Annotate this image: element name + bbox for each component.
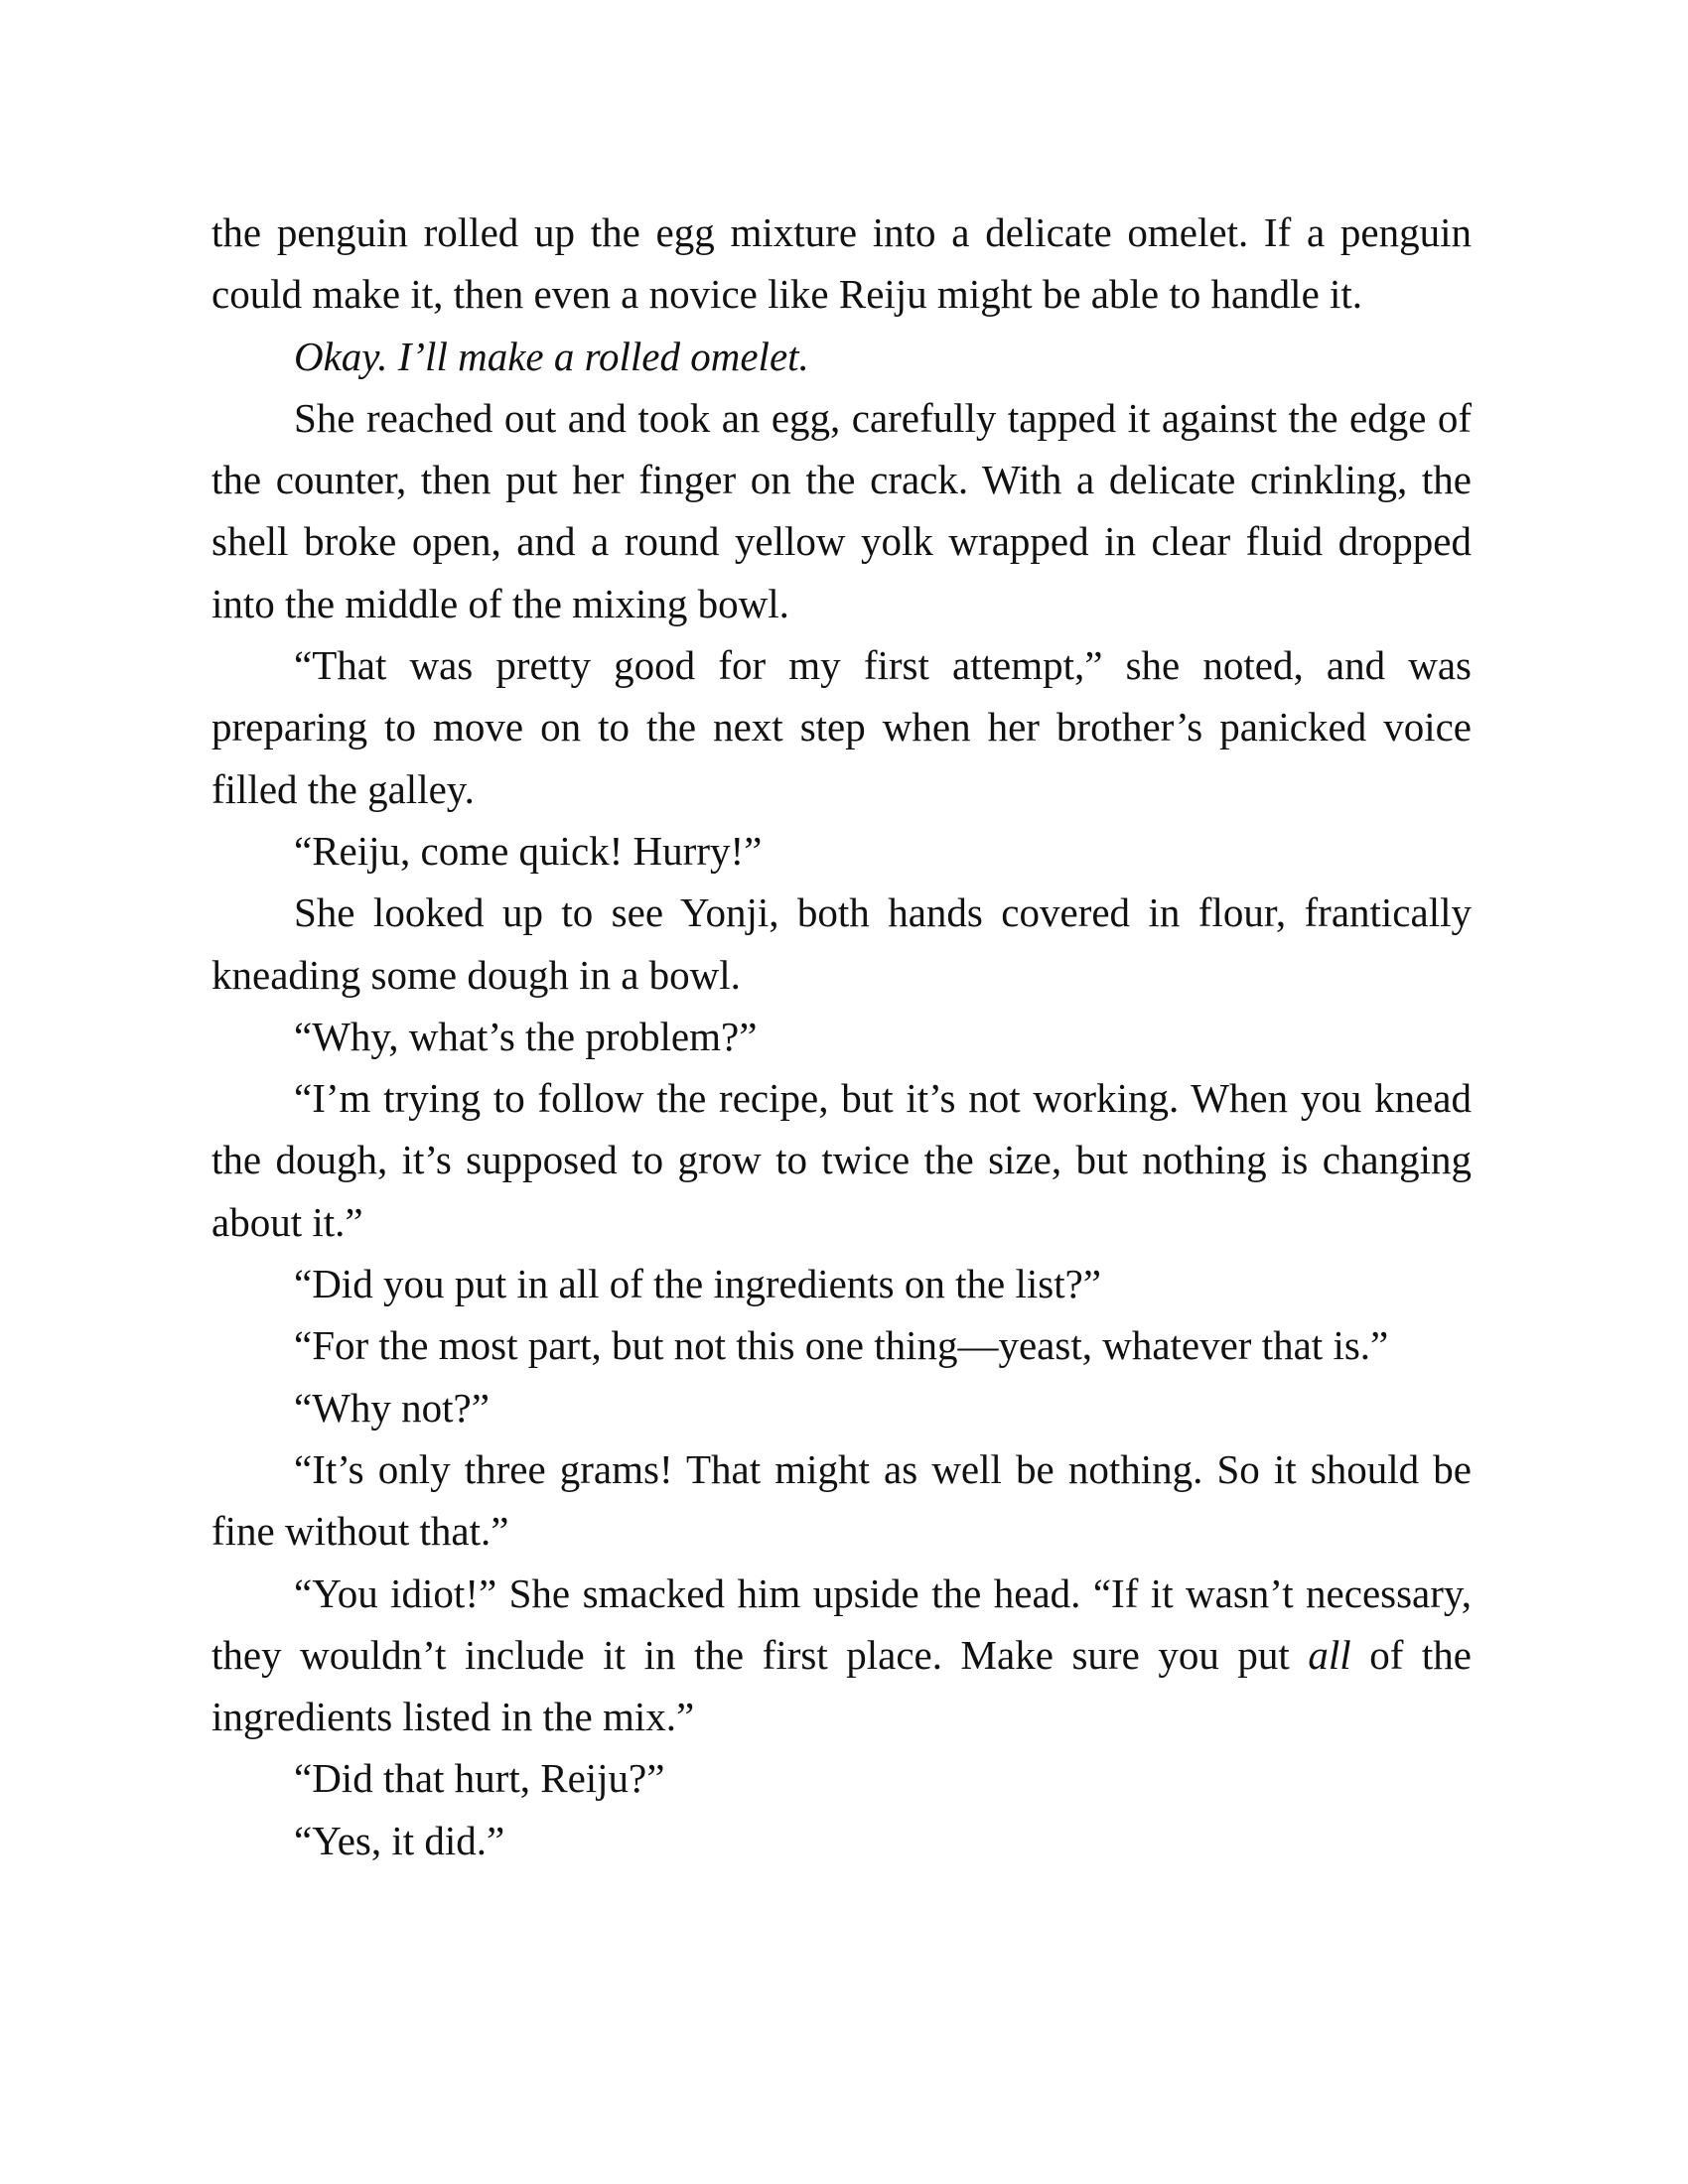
paragraph-inner-thought [211,326,1472,387]
dialogue-line: “For the most part, but not this one thing—yeast, whatever that is.” [294,1322,1389,1369]
dialogue-line: “Why, what’s the problem?” [294,1013,758,1059]
paragraph: She reached out and took an egg, carefully tapped it against the edge of the counter, then put her finger on the crack. With a delicate crinkling, the shell broke open, and a round yellow yolk wrapped in clear fluid dropped into the middle of the mixing bowl. [211,394,1472,626]
dialogue-line: “Yes, it did.” [294,1817,505,1863]
dialogue-line: “Did you put in all of the ingredients on the list?” [294,1261,1101,1307]
body-text [211,202,1472,1871]
italic-thought: Okay. I’ll make a rolled omelet. [294,333,809,379]
paragraph-continuation: the penguin rolled up the egg mixture into a delicate omelet. If a penguin could make it, then even a novice like Reiju might be able to handle it. [211,209,1472,318]
dialogue-line: “Did that hurt, Reiju?” [294,1755,665,1802]
dialogue-line [211,1563,1472,1748]
emphasis-word: all [1308,1631,1351,1678]
dialogue-line: “Reiju, come quick! Hurry!” [294,827,763,874]
dialogue-line: “Why not?” [294,1384,490,1431]
dialogue-line: “It’s only three grams! That might as well be nothing. So it should be fine without that.” [211,1445,1472,1555]
dialogue-line: “I’m trying to follow the recipe, but it’s not working. When you knead the dough, it’s supposed to grow to twice the size, but nothing is changing about it.” [211,1075,1472,1245]
text-run: “You idiot!” She smacked him upside the head. “If it wasn’t necessary, they wouldn’t include it in the first place. Make sure you put [211,1570,1472,1678]
paragraph: “That was pretty good for my first attempt,” she noted, and was preparing to move on to the next step when her brother’s panicked voice filled the galley. [211,642,1472,812]
text-run: of the ingredients listed in the mix.” [211,1631,1472,1740]
paragraph: She looked up to see Yonji, both hands covered in flour, frantically kneading some dough in a bowl. [211,889,1472,998]
